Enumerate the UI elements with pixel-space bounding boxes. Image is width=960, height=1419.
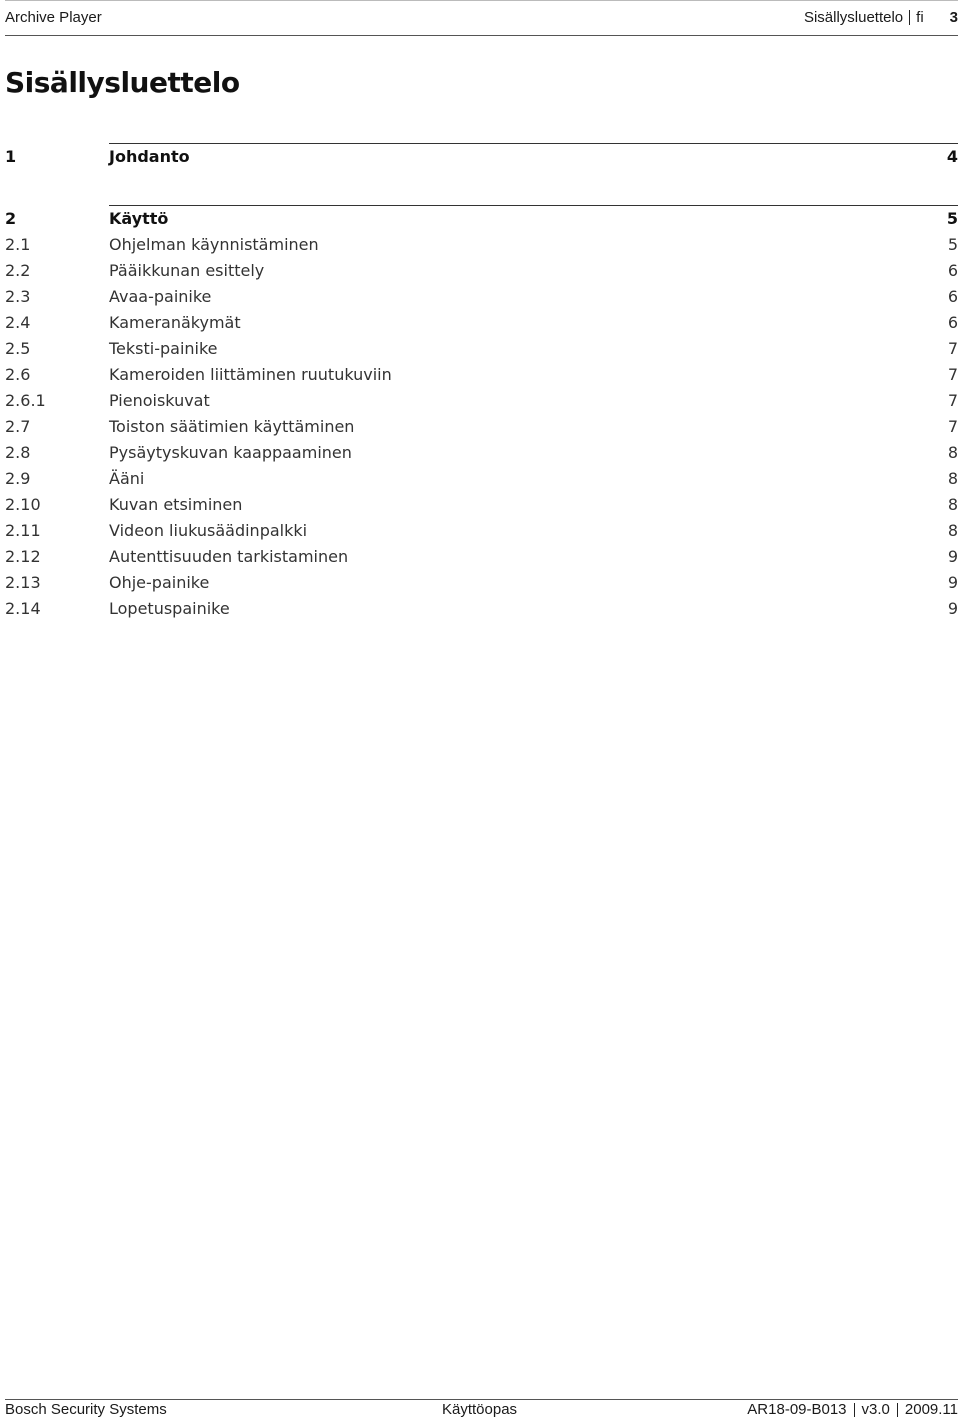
toc-section-row[interactable] — [5, 338, 958, 360]
toc-number: 1 — [5, 147, 17, 166]
toc-page-number: 9 — [947, 599, 958, 618]
toc-page-number: 8 — [947, 521, 958, 540]
toc-number: 2.10 — [5, 495, 41, 514]
toc-label: Pienoiskuvat — [109, 391, 210, 410]
footer-date: 2009.11 — [904, 1401, 958, 1418]
toc-label: Kameroiden liittäminen ruutukuviin — [109, 365, 392, 384]
toc-section-row[interactable] — [5, 546, 958, 568]
toc-number: 2 — [5, 209, 17, 228]
header-separator — [909, 10, 910, 25]
toc-number: 2.1 — [5, 235, 31, 254]
toc-page-number: 6 — [947, 261, 958, 280]
toc-page-number: 8 — [947, 469, 958, 488]
toc-section-row[interactable] — [5, 494, 958, 516]
toc-number: 2.14 — [5, 599, 41, 618]
header-section: Sisällysluettelo — [803, 9, 904, 26]
toc-number: 2.13 — [5, 573, 41, 592]
toc-label: Kameranäkymät — [109, 313, 241, 332]
toc-number: 2.2 — [5, 261, 31, 280]
toc-page-number: 8 — [947, 495, 958, 514]
toc-number: 2.8 — [5, 443, 31, 462]
toc-page-number: 7 — [947, 339, 958, 358]
toc-label: Avaa-painike — [109, 287, 212, 306]
chapter-rule — [109, 205, 958, 206]
footer-company: Bosch Security Systems — [5, 1401, 167, 1418]
toc-number: 2.9 — [5, 469, 31, 488]
header-product: Archive Player — [5, 9, 102, 26]
toc-number: 2.12 — [5, 547, 41, 566]
toc-label: Pääikkunan esittely — [109, 261, 265, 280]
toc-label: Kuvan etsiminen — [109, 495, 243, 514]
toc-section-row[interactable] — [5, 442, 958, 464]
toc-label: Ohjelman käynnistäminen — [109, 235, 319, 254]
toc-section-row[interactable] — [5, 598, 958, 620]
toc-label: Videon liukusäädinpalkki — [109, 521, 308, 540]
toc-page-number: 8 — [947, 443, 958, 462]
page-header — [5, 0, 958, 36]
toc-section-row[interactable] — [5, 260, 958, 282]
toc-section-row[interactable] — [5, 312, 958, 334]
footer-separator — [897, 1403, 898, 1417]
toc-page-number: 5 — [946, 209, 958, 228]
toc-section-row[interactable] — [5, 234, 958, 256]
toc-page-number: 7 — [947, 365, 958, 384]
page-title: Sisällysluettelo — [5, 66, 240, 99]
footer-doc-type: Käyttöopas — [442, 1401, 518, 1418]
toc-chapter-row[interactable] — [5, 146, 958, 168]
toc-number: 2.11 — [5, 521, 41, 540]
header-right — [804, 9, 958, 26]
footer-doc-info — [747, 1401, 958, 1418]
toc-page-number: 9 — [947, 547, 958, 566]
toc-page-number: 9 — [947, 573, 958, 592]
toc-number: 2.7 — [5, 417, 31, 436]
toc-label: Pysäytyskuvan kaappaaminen — [109, 443, 352, 462]
footer-doc-id: AR18-09-B013 — [747, 1401, 847, 1418]
toc-label: Johdanto — [109, 147, 190, 166]
toc-section-row[interactable] — [5, 520, 958, 542]
header-page-number: 3 — [949, 9, 958, 26]
toc-section-row[interactable] — [5, 286, 958, 308]
toc-section-row[interactable] — [5, 364, 958, 386]
chapter-rule — [109, 143, 958, 144]
toc-number: 2.6 — [5, 365, 31, 384]
toc-number: 2.3 — [5, 287, 31, 306]
footer-version: v3.0 — [861, 1401, 890, 1418]
toc-chapter-row[interactable] — [5, 208, 958, 230]
toc-section-row[interactable] — [5, 572, 958, 594]
toc-label: Toiston säätimien käyttäminen — [109, 417, 355, 436]
toc-page-number: 7 — [947, 391, 958, 410]
toc-label: Teksti-painike — [109, 339, 218, 358]
toc-label: Lopetuspainike — [109, 599, 230, 618]
toc-page-number: 6 — [947, 287, 958, 306]
toc-page-number: 4 — [946, 147, 958, 166]
toc-number: 2.5 — [5, 339, 31, 358]
toc-number: 2.4 — [5, 313, 31, 332]
toc-label: Ääni — [109, 469, 145, 488]
page-footer — [5, 1399, 958, 1419]
toc-page-number: 7 — [947, 417, 958, 436]
toc-number: 2.6.1 — [5, 391, 46, 410]
toc-page-number: 5 — [947, 235, 958, 254]
toc-label: Autenttisuuden tarkistaminen — [109, 547, 349, 566]
toc-label: Ohje-painike — [109, 573, 210, 592]
header-language: fi — [916, 9, 924, 26]
toc-page-number: 6 — [947, 313, 958, 332]
toc-section-row[interactable] — [5, 390, 958, 412]
toc-section-row[interactable] — [5, 416, 958, 438]
toc-section-row[interactable] — [5, 468, 958, 490]
toc-label: Käyttö — [109, 209, 169, 228]
footer-separator — [854, 1403, 855, 1417]
